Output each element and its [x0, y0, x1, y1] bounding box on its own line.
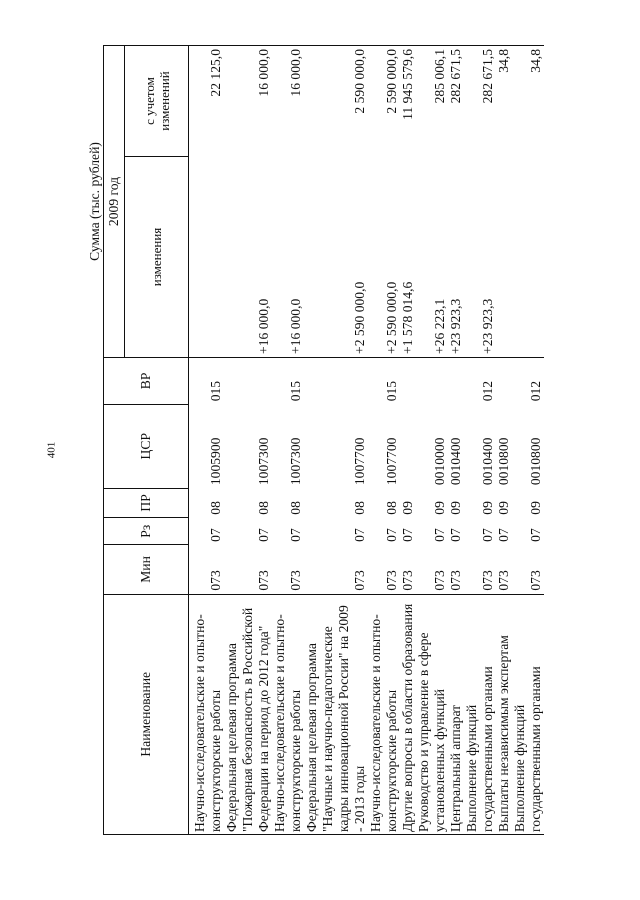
row-rz: 07: [288, 528, 303, 542]
row-csr: 0010400: [448, 437, 463, 486]
row-total: 2 590 000,0: [368, 46, 400, 157]
table-row: [416, 46, 448, 835]
table-row: [400, 46, 416, 835]
row-rz: 07: [528, 528, 543, 542]
row-name: Научно-исследовательские и опытно-конструкторские работы: [368, 594, 400, 834]
row-pr: 09: [432, 501, 447, 515]
row-name: Федеральная целевая программа "Пожарная безопасность в Российской Федерации на период до 2012 года": [224, 594, 272, 834]
row-min: 073: [496, 570, 511, 591]
row-vr: 012: [464, 357, 496, 404]
row-rz: 07: [480, 528, 495, 542]
row-changes: +23 923,3: [480, 298, 495, 354]
row-rz: 07: [432, 528, 447, 542]
row-total: 16 000,0: [224, 46, 272, 157]
row-pr: 09: [528, 501, 543, 515]
page-number: 401: [45, 441, 58, 459]
row-total: 282 671,5: [464, 46, 496, 157]
row-name: Выплаты независимым экспертам: [496, 594, 512, 834]
table-row: [272, 46, 304, 835]
row-name: Руководство и управление в сфере установленных функций: [416, 594, 448, 834]
table-row: [189, 46, 225, 835]
row-min: 073: [208, 570, 223, 591]
header-vr: ВР: [104, 357, 189, 404]
row-pr: 09: [496, 501, 511, 515]
header-with-changes: с учетом изменений: [125, 46, 189, 157]
row-pr: 08: [352, 501, 367, 515]
row-csr: 0010000: [432, 437, 447, 486]
table-row: [448, 46, 464, 835]
row-total: 285 006,1: [416, 46, 448, 157]
row-vr: [416, 357, 448, 404]
row-pr: 08: [384, 501, 399, 515]
header-name: Наименование: [104, 594, 189, 834]
row-changes: +2 590 000,0: [384, 281, 399, 354]
row-name: Выполнение функций государственными органами: [464, 594, 496, 834]
header-rz: Рз: [104, 518, 189, 545]
row-csr: 1005900: [208, 437, 223, 486]
row-changes: +23 923,3: [448, 298, 463, 354]
row-changes: +26 223,1: [432, 298, 447, 354]
row-total: 2 590 000,0: [304, 46, 368, 157]
row-csr: 0010400: [480, 437, 495, 486]
rotated-page: [85, 45, 615, 835]
row-csr: 1007700: [352, 437, 367, 486]
row-vr: [224, 357, 272, 404]
row-name: Другие вопросы в области образования: [400, 594, 416, 834]
row-total: 11 945 579,6: [400, 46, 416, 157]
row-changes: +2 590 000,0: [352, 281, 367, 354]
row-name: Выполнение функций государственными органами: [512, 594, 544, 834]
row-csr: 1007300: [256, 437, 271, 486]
row-changes: +16 000,0: [288, 298, 303, 354]
row-min: 073: [480, 570, 495, 591]
table-body: [189, 46, 545, 835]
row-pr: 09: [480, 501, 495, 515]
row-total: 282 671,5: [448, 46, 464, 157]
row-csr: 0010800: [496, 437, 511, 486]
table-row: [512, 46, 544, 835]
row-vr: [496, 357, 512, 404]
row-pr: 08: [256, 501, 271, 515]
row-csr: 1007700: [384, 437, 399, 486]
row-pr: 08: [208, 501, 223, 515]
row-total: 22 125,0: [189, 46, 225, 157]
row-pr: 08: [288, 501, 303, 515]
header-pr: ПР: [104, 488, 189, 518]
row-pr: 09: [400, 501, 415, 515]
table-row: [464, 46, 496, 835]
row-min: 073: [256, 570, 271, 591]
table-row: [304, 46, 368, 835]
row-min: 073: [288, 570, 303, 591]
row-name: Научно-исследовательские и опытно-конструкторские работы: [189, 594, 225, 834]
table-row: [368, 46, 400, 835]
sum-caption: Сумма (тыс. рублей): [87, 142, 102, 261]
row-min: 073: [448, 570, 463, 591]
row-name: Научно-исследовательские и опытно-конструкторские работы: [272, 594, 304, 834]
header-changes: изменения: [125, 157, 189, 358]
header-csr: ЦСР: [104, 404, 189, 488]
row-total: 16 000,0: [272, 46, 304, 157]
row-vr: 012: [512, 357, 544, 404]
row-pr: 09: [448, 501, 463, 515]
row-changes: [512, 157, 544, 358]
row-rz: 07: [352, 528, 367, 542]
row-vr: [400, 357, 416, 404]
row-changes: +1 578 014,6: [400, 281, 415, 354]
row-name: Федеральная целевая программа "Научные и научно-педагогические кадры инновационной России" на 2009 - 2013 годы: [304, 594, 368, 834]
row-csr: 0010800: [528, 437, 543, 486]
row-vr: 015: [368, 357, 400, 404]
row-min: 073: [400, 570, 415, 591]
row-rz: 07: [448, 528, 463, 542]
row-changes: +16 000,0: [256, 298, 271, 354]
row-vr: 015: [189, 357, 225, 404]
row-vr: [448, 357, 464, 404]
row-min: 073: [384, 570, 399, 591]
row-changes: [496, 157, 512, 358]
row-name: Центральный аппарат: [448, 594, 464, 834]
row-changes: [189, 157, 225, 358]
table-row: [224, 46, 272, 835]
table-row: [496, 46, 512, 835]
row-total: 34,8: [512, 46, 544, 157]
budget-table: [85, 45, 544, 835]
row-total: 34,8: [496, 46, 512, 157]
row-min: 073: [528, 570, 543, 591]
row-min: 073: [432, 570, 447, 591]
header-min: Мин: [104, 545, 189, 594]
header-year: 2009 год: [104, 46, 125, 358]
row-csr: [400, 404, 416, 488]
row-csr: 1007300: [288, 437, 303, 486]
row-rz: 07: [400, 528, 415, 542]
row-vr: [304, 357, 368, 404]
row-rz: 07: [208, 528, 223, 542]
row-rz: 07: [384, 528, 399, 542]
row-rz: 07: [496, 528, 511, 542]
row-min: 073: [352, 570, 367, 591]
row-rz: 07: [256, 528, 271, 542]
row-vr: 015: [272, 357, 304, 404]
